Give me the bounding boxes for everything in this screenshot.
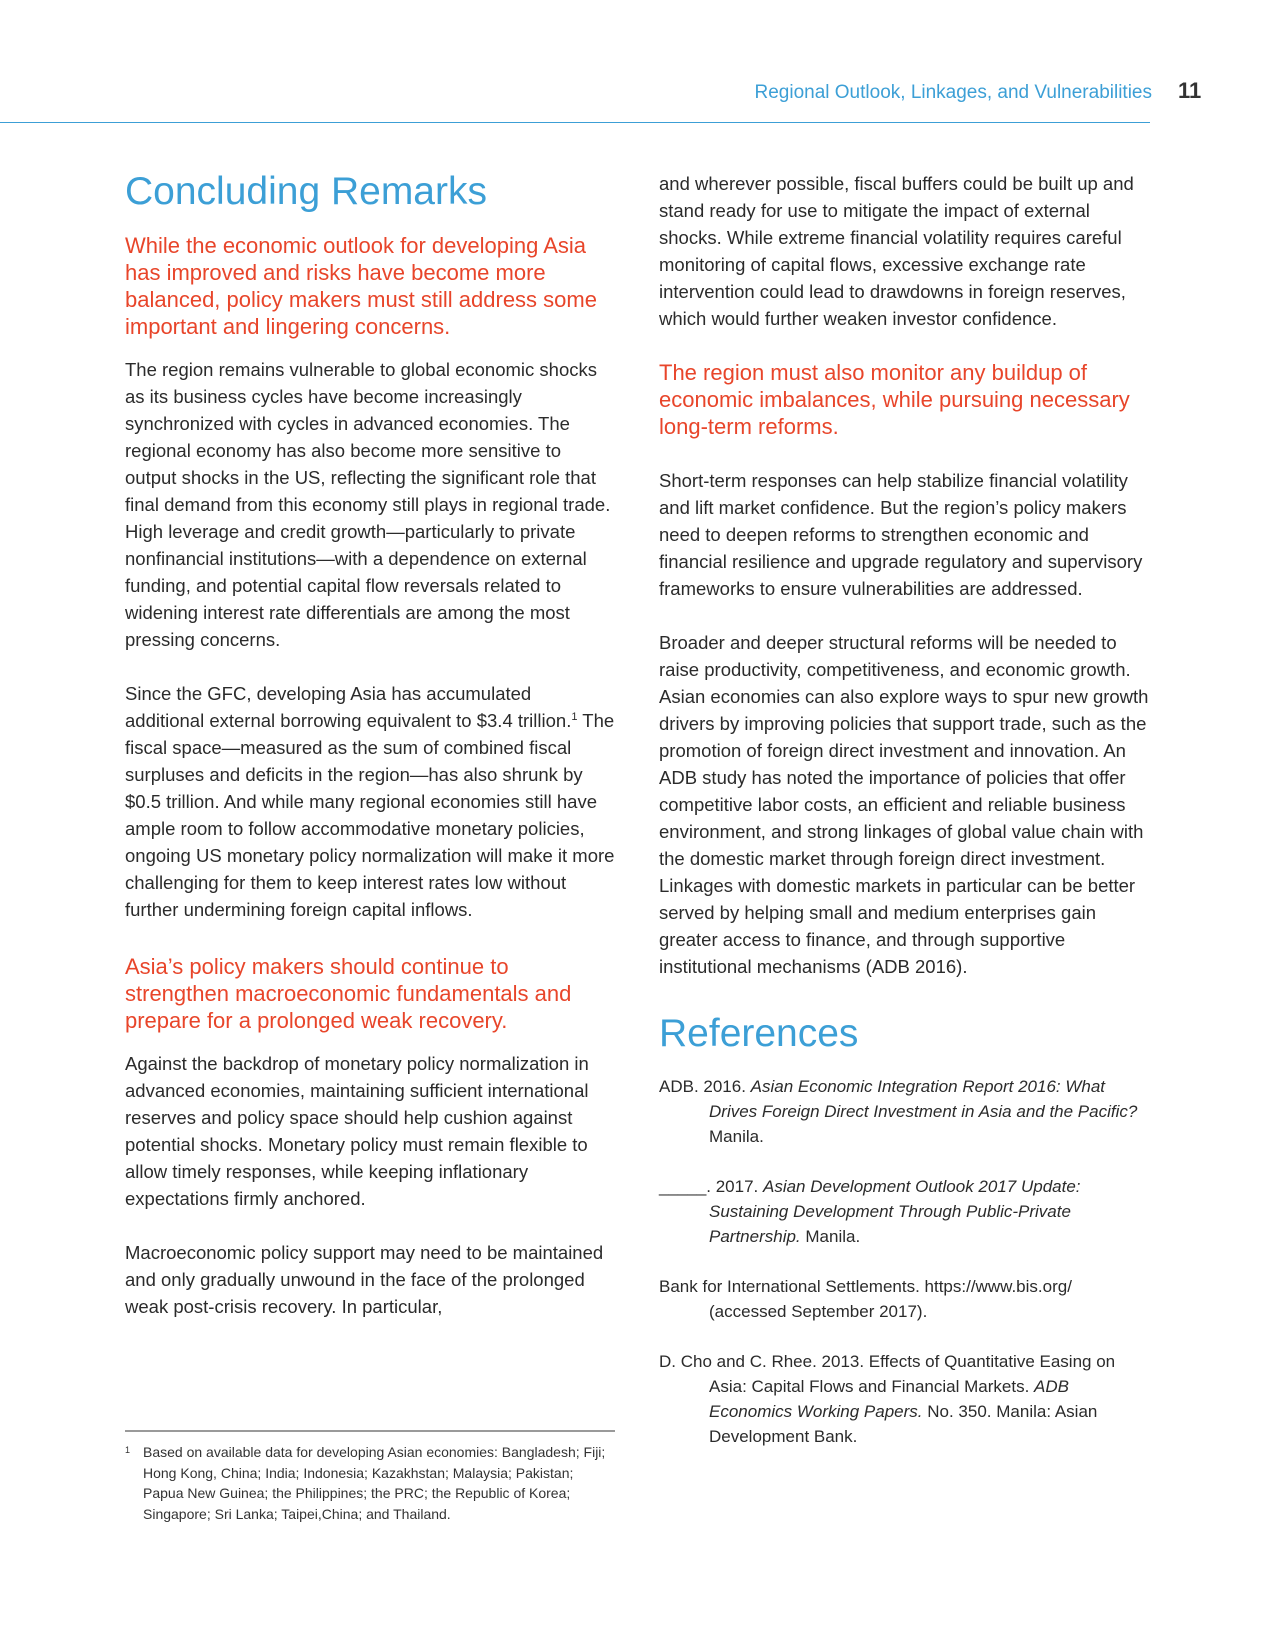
- reference-list: [659, 1074, 1154, 1449]
- reference-lead: _____. 2017.: [659, 1177, 763, 1196]
- paragraph-monetary-normalization: Against the backdrop of monetary policy normalization in advanced economies, maintaining sufficient international reserves and policy space should help cushion against potential shocks. Monetary policy must remain flexible to allow timely responses, while keeping inflationary expectations firmly anchored.: [125, 1053, 589, 1209]
- paragraph-short-term-responses: Short-term responses can help stabilize financial volatility and lift market confidence. But the region’s policy makers need to deepen reforms to strengthen economic and financial resilience and upgrade regulatory and supervisory frameworks to ensure vulnerabilities are addressed.: [659, 470, 1143, 599]
- footnote-reference[interactable]: 1: [571, 710, 578, 723]
- reference-tail: No. 350. Manila: Asian Development Bank.: [709, 1402, 1098, 1446]
- subhead-strengthen-fundamentals: Asia’s policy makers should continue to strengthen macroeconomic fundamentals and prepare for a prolonged weak recovery.: [125, 954, 572, 1033]
- paragraph-policy-support: Macroeconomic policy support may need to be maintained and only gradually unwound in the face of the prolonged weak post-crisis recovery. In particular,: [125, 1242, 604, 1317]
- paragraph-vulnerability: The region remains vulnerable to global economic shocks as its business cycles have become increasingly synchronized with cycles in advanced economies. The regional economy has also become more sensitive to output shocks in the US, reflecting the significant role that final demand from this economy still plays in regional trade. High leverage and credit growth—particularly to private nonfinancial institutions—with a dependence on external funding, and potential capital flow reversals related to widening interest rate differentials are among the most pressing concerns.: [125, 359, 611, 650]
- reference-lead: ADB. 2016.: [659, 1077, 751, 1096]
- paragraph-gfc-part-2: The fiscal space—measured as the sum of combined fiscal surpluses and deficits in the region—has also shrunk by $0.5 trillion. And while many regional economies still have ample room to follow accommodative monetary policies, ongoing US monetary policy normalization will make it more challenging for them to keep interest rates low without further undermining foreign capital inflows.: [125, 710, 615, 920]
- paragraph-gfc-borrowing: [125, 680, 615, 923]
- paragraph-structural-reforms: Broader and deeper structural reforms will be needed to raise productivity, competitiveness, and economic growth. Asian economies can also explore ways to spur new growth drivers by improving policies that support trade, such as the promotion of foreign direct investment and innovation. An ADB study has noted the importance of policies that offer competitive labor costs, an efficient and reliable business environment, and strong linkages of global value chain with the domestic market through foreign direct investment. Linkages with domestic markets in particular can be better served by helping small and medium enterprises gain greater access to finance, and through supportive institutional mechanisms (ADB 2016).: [659, 632, 1149, 977]
- section-title-concluding-remarks: Concluding Remarks: [125, 170, 487, 213]
- footnote-marker: 1: [125, 1445, 131, 1455]
- reference-item: [659, 1274, 1154, 1324]
- reference-lead: D. Cho and C. Rhee. 2013. Effects of Quantitative Easing on Asia: Capital Flows and Financial Markets.: [659, 1352, 1116, 1396]
- reference-item: [659, 1174, 1154, 1249]
- page-number: 11: [1178, 78, 1202, 103]
- reference-item: [659, 1349, 1154, 1449]
- running-title: Regional Outlook, Linkages, and Vulnerabilities: [754, 82, 1152, 103]
- header-rule: [0, 122, 1150, 123]
- footnote: [125, 1442, 615, 1524]
- reference-title: Asian Development Outlook 2017 Update: Sustaining Development Through Public-Private Partnership.: [709, 1177, 1081, 1246]
- paragraph-fiscal-buffers: and wherever possible, fiscal buffers could be built up and stand ready for use to mitigate the impact of external shocks. While extreme financial volatility requires careful monitoring of capital flows, excessive exchange rate intervention could lead to drawdowns in foreign reserves, which would further weaken investor confidence.: [659, 173, 1134, 329]
- left-column: [125, 168, 615, 1320]
- reference-tail: Manila.: [800, 1227, 861, 1246]
- reference-title: ADB Economics Working Papers.: [709, 1377, 1069, 1421]
- right-column: [659, 170, 1154, 1449]
- footnote-rule: [125, 1430, 615, 1432]
- subhead-economic-outlook: While the economic outlook for developing Asia has improved and risks have become more balanced, policy makers must still address some important and lingering concerns.: [125, 233, 597, 339]
- reference-title: Asian Economic Integration Report 2016: What Drives Foreign Direct Investment in Asia and the Pacific?: [709, 1077, 1138, 1121]
- footnote-text: Based on available data for developing Asian economies: Bangladesh; Fiji; Hong Kong, China; India; Indonesia; Kazakhstan; Malaysia; Pakistan; Papua New Guinea; the Philippines; the PRC; the Republic of Korea; Singapore; Sri Lanka; Taipei,China; and Thailand.: [143, 1444, 606, 1522]
- subhead-long-term-reforms: The region must also monitor any buildup of economic imbalances, while pursuing necessary long-term reforms.: [659, 360, 1130, 439]
- reference-text: Bank for International Settlements. https://www.bis.org/ (accessed September 2017).: [659, 1277, 1072, 1321]
- section-title-references: References: [659, 1012, 859, 1055]
- paragraph-gfc-part-1: Since the GFC, developing Asia has accumulated additional external borrowing equivalent to $3.4 trillion.: [125, 683, 572, 731]
- reference-tail: Manila.: [709, 1127, 764, 1146]
- reference-item: [659, 1074, 1154, 1149]
